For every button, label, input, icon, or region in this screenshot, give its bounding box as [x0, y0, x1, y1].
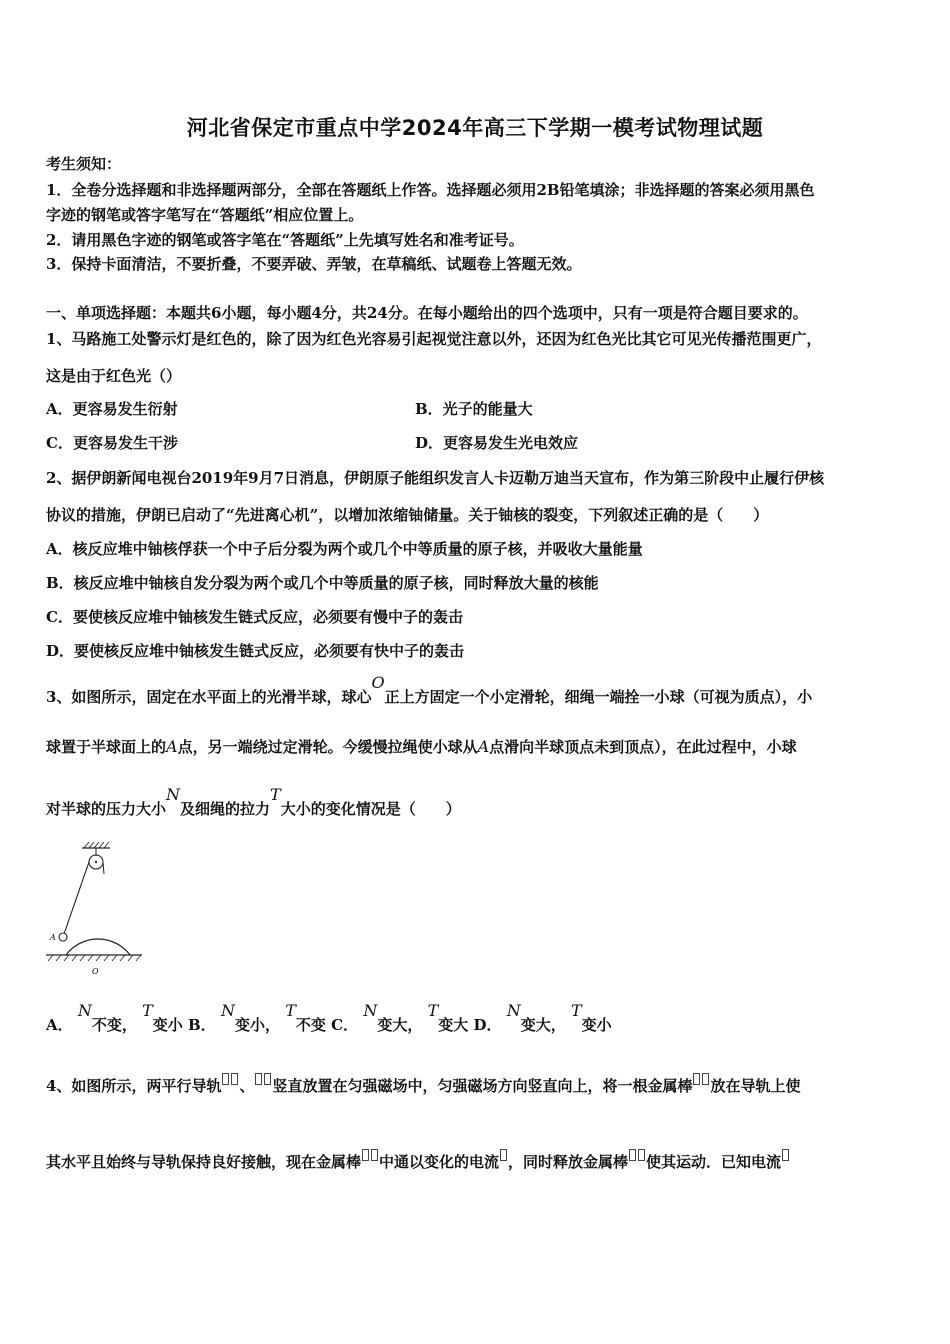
q2-option-c: C．要使核反应堆中铀核发生链式反应，必须要有慢中子的轰击 — [46, 608, 463, 626]
q3-text: 及细绳的拉力 — [180, 800, 271, 818]
q3-var-a: A — [166, 737, 178, 756]
q3-text: 正上方固定一个小定滑轮，细绳一端拴一小球（可视为质点），小 — [384, 688, 813, 706]
q2-stem-line-2: 协议的措施，伊朗已启动了“先进离心机”，以增加浓缩铀储量。关于铀核的裂变，下列叙述正确的是（ ） — [46, 506, 769, 524]
missing-glyph-box — [371, 1149, 378, 1161]
q3-stem-line-3 — [46, 785, 906, 819]
fig-label-a: A — [50, 933, 56, 942]
q1-stem-line-1: 1、马路施工处警示灯是红色的，除了因为红色光容易引起视觉注意以外，还因为红色光比其它可见光传播范围更广， — [46, 330, 822, 348]
q1-option-c: C．更容易发生干涉 — [46, 434, 178, 452]
q3-opt-var-t: T — [142, 1001, 153, 1020]
q1-stem-line-2: 这是由于红色光（） — [46, 367, 182, 385]
notice-item-1-line-1: 1．全卷分选择题和非选择题两部分，全部在答题纸上作答。选择题必须用2B铅笔填涂；非选择题的答案必须用黑色 — [46, 181, 815, 199]
notice-item-3: 3．保持卡面清洁，不要折叠，不要弄破、弄皱，在草稿纸、试题卷上答题无效。 — [46, 255, 582, 273]
missing-glyph-box — [782, 1149, 789, 1161]
q3-figure — [44, 840, 154, 980]
q3-text: 点滑向半球顶点未到顶点），在此过程中，小球 — [489, 738, 797, 756]
q2-option-d: D．要使核反应堆中铀核发生链式反应，必须要有快中子的轰击 — [46, 642, 465, 660]
q3-option-a: A． N不变， T变小 — [46, 1001, 183, 1034]
q3-opt-var-t: T — [427, 1001, 439, 1020]
missing-glyph-box — [500, 1149, 507, 1161]
missing-glyph-box — [702, 1073, 709, 1085]
q3-opt-var-n: N — [77, 1001, 92, 1020]
q3-var-t: T — [270, 785, 281, 804]
missing-glyph-box — [693, 1073, 700, 1085]
q3-option-d: D． N变大， T变小 — [473, 1001, 612, 1034]
notice-heading: 考生须知： — [46, 155, 122, 173]
q1-option-d: D．更容易发生光电效应 — [415, 434, 579, 452]
missing-glyph-box — [362, 1149, 369, 1161]
q3-opt-var-n: N — [506, 1001, 521, 1020]
q3-option-c: C． N变大， T变大 — [331, 1001, 469, 1034]
q3-stem-line-2 — [46, 736, 906, 757]
q3-opt-var-n: N — [363, 1001, 378, 1020]
q3-opt-var-t: T — [285, 1001, 296, 1020]
q3-stem-line-1 — [46, 673, 906, 707]
q2-stem-line-1: 2、据伊朗新闻电视台2019年9月7日消息，伊朗原子能组织发言人卡迈勒万迪当天宣布，作为第三阶段中止履行伊核 — [46, 469, 825, 487]
notice-item-1-line-2: 字迹的钢笔或答字笔写在“答题纸”相应位置上。 — [46, 206, 364, 224]
q3-var-o: O — [371, 673, 385, 692]
page-title: 河北省保定市重点中学2024年高三下学期一模考试物理试题 — [186, 116, 764, 140]
rope — [64, 862, 89, 934]
q4-stem-line-1: 4、如图所示，两平行导轨 、 竖直放置在匀强磁场中，匀强磁场方向竖直向上，将一根金属棒 放在导轨上使 — [46, 1075, 906, 1096]
section-heading: 一、单项选择题：本题共6小题，每小题4分，共24分。在每小题给出的四个选项中，只有一项是符合题目要求的。 — [46, 304, 808, 322]
missing-glyph-box — [255, 1073, 262, 1085]
missing-glyph-box — [264, 1073, 271, 1085]
q2-option-a: A．核反应堆中铀核俘获一个中子后分裂为两个或几个中等质量的原子核，并吸收大量能量 — [46, 540, 643, 558]
q3-opt-var-n: N — [220, 1001, 235, 1020]
q3-text: 球置于半球面上的 — [46, 738, 167, 756]
q3-var-a: A — [477, 737, 490, 756]
q3-text: 3、如图所示，固定在水平面上的光滑半球，球心 — [46, 688, 372, 706]
missing-glyph-box — [638, 1149, 645, 1161]
q2-option-b: B．核反应堆中铀核自发分裂为两个或几个中等质量的原子核，同时释放大量的核能 — [46, 574, 599, 592]
hemisphere — [66, 939, 130, 955]
missing-glyph-box — [231, 1073, 238, 1085]
q3-var-n: N — [166, 785, 181, 804]
q1-option-b: B．光子的能量大 — [415, 400, 533, 418]
q3-opt-var-t: T — [571, 1001, 582, 1020]
q3-options — [46, 1001, 906, 1035]
fig-label-o: O — [92, 967, 99, 976]
notice-item-2: 2．请用黑色字迹的钢笔或答字笔在“答题纸”上先填写姓名和准考证号。 — [46, 231, 524, 249]
missing-glyph-box — [629, 1149, 636, 1161]
q3-text: 大小的变化情况是（ ） — [280, 800, 461, 818]
q1-option-a: A．更容易发生衍射 — [46, 400, 178, 418]
q3-text: 点，另一端绕过定滑轮。今缓慢拉绳使小球从 — [177, 738, 478, 756]
missing-glyph-box — [222, 1073, 229, 1085]
q3-text: 对半球的压力大小 — [46, 800, 167, 818]
ball — [59, 933, 67, 941]
q4-stem-line-2: 其水平且始终与导轨保持良好接触，现在金属棒 中通以变化的电流 ，同时释放金属棒 使其运动．已知电流 — [46, 1151, 906, 1172]
q3-option-b: B． N变小， T不变 — [188, 1001, 326, 1034]
